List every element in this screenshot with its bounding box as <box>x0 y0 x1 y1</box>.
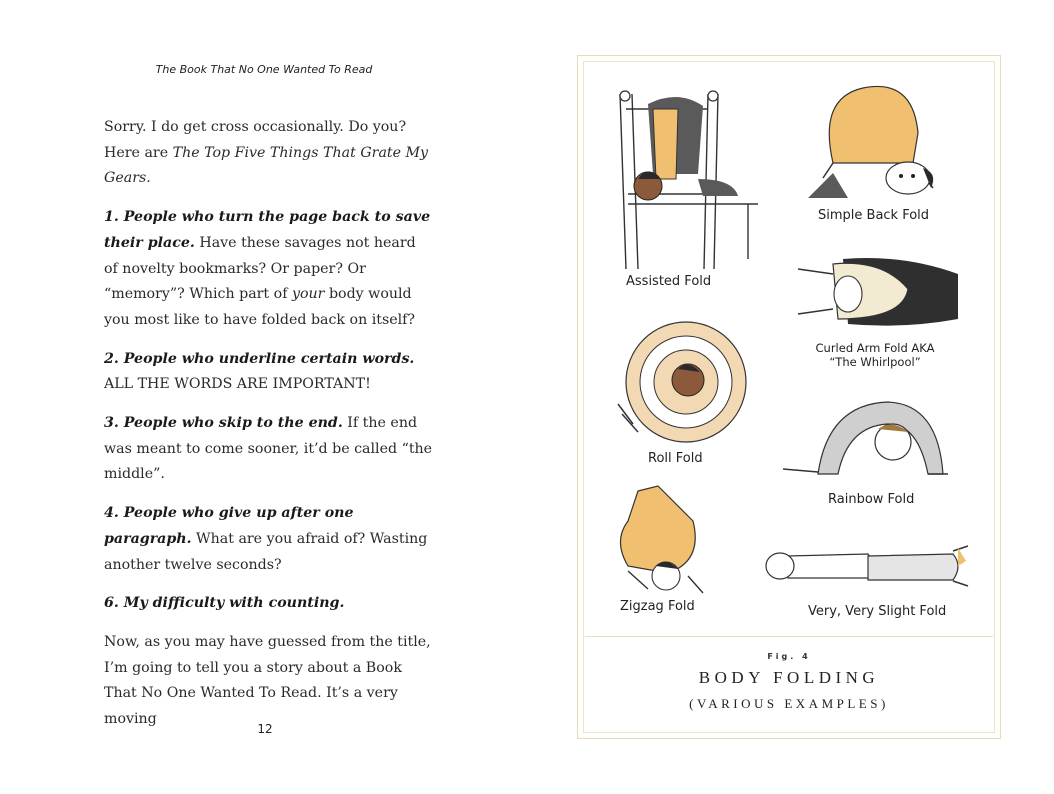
rainbow-fold-illustration <box>778 394 958 484</box>
caption-curled-arm-line1: Curled Arm Fold AKA <box>815 341 935 355</box>
caption-rainbow-fold: Rainbow Fold <box>828 492 915 507</box>
curled-arm-fold-illustration <box>793 249 963 339</box>
list-item-1: 1. People who turn the page back to save their place. Have these savages not heard of novelty bookmarks? Or paper? Or “memory”? Which part of your body would you most like to have folded back on itself? <box>104 209 431 328</box>
closing-paragraph: Now, as you may have guessed from the title, I’m going to tell you a story about a Book That No One Wanted To Read. It’s a very moving <box>104 633 431 728</box>
figure-divider <box>585 636 993 637</box>
figure-title: BODY FOLDING <box>698 668 880 687</box>
figure-plate <box>577 55 1001 739</box>
caption-very-slight-fold: Very, Very Slight Fold <box>808 604 947 619</box>
caption-assisted-fold: Assisted Fold <box>626 274 712 289</box>
zigzag-fold-illustration <box>608 481 718 596</box>
caption-roll-fold: Roll Fold <box>648 451 703 466</box>
caption-zigzag-fold: Zigzag Fold <box>620 599 695 614</box>
list-item-3: 3. People who skip to the end. If the end was meant to come sooner, it’d be called “the middle”. <box>104 415 433 483</box>
intro-paragraph: Sorry. I do get cross occasionally. Do you? Here are The Top Five Things That Grate My Gears. <box>104 119 429 187</box>
roll-fold-illustration <box>608 314 758 444</box>
very-slight-fold-illustration <box>758 536 973 596</box>
figure-number: Fig. 4 <box>767 652 811 661</box>
caption-curled-arm-line2: “The Whirlpool” <box>829 355 921 369</box>
assisted-fold-illustration <box>608 84 758 274</box>
running-head: The Book That No One Wanted To Read <box>155 63 373 76</box>
page-number: 12 <box>257 722 273 736</box>
list-item-2: 2. People who underline certain words. ALL THE WORDS ARE IMPORTANT! <box>104 350 415 393</box>
simple-back-fold-illustration <box>803 78 953 203</box>
caption-simple-back-fold: Simple Back Fold <box>818 208 930 223</box>
figure-subtitle: (VARIOUS EXAMPLES) <box>689 696 889 711</box>
body-text <box>104 115 434 746</box>
right-page <box>527 0 1054 794</box>
list-item-4: 4. People who give up after one paragraph. What are you afraid of? Wasting another twelve seconds? <box>104 505 428 573</box>
list-item-5: 6. My difficulty with counting. <box>104 595 345 612</box>
